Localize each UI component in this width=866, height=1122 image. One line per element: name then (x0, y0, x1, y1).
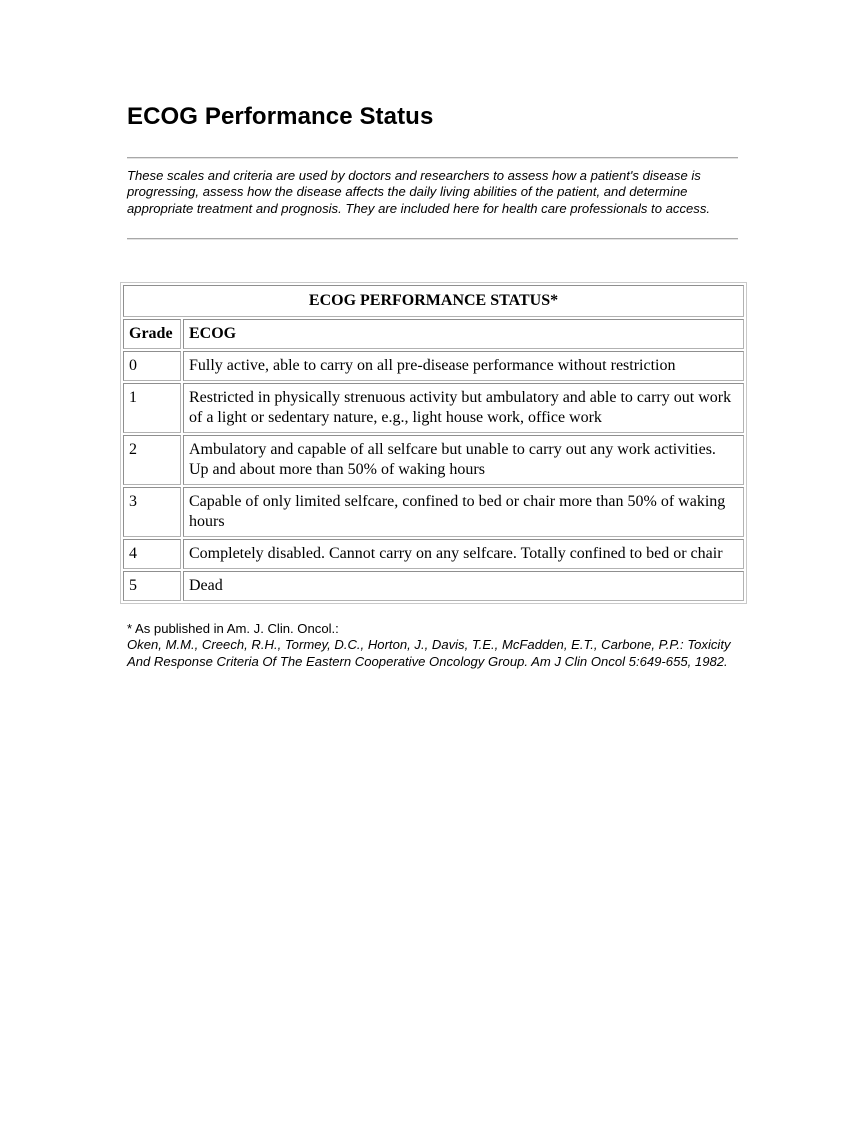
grade-cell: 4 (123, 539, 181, 569)
table-row (123, 351, 744, 381)
table-header-row (123, 319, 744, 349)
grade-cell: 3 (123, 487, 181, 537)
footnote-label: * As published in Am. J. Clin. Oncol.: (127, 621, 339, 636)
description-cell: Restricted in physically strenuous activity but ambulatory and able to carry out work of a light or sedentary nature, e.g., light house work, office work (183, 383, 744, 433)
ecog-column-header: ECOG (183, 319, 744, 349)
grade-cell: 0 (123, 351, 181, 381)
grade-column-header: Grade (123, 319, 181, 349)
table-row (123, 571, 744, 601)
description-cell: Fully active, able to carry on all pre-disease performance without restriction (183, 351, 744, 381)
page-title: ECOG Performance Status (127, 103, 434, 130)
grade-cell: 1 (123, 383, 181, 433)
table-caption-row (123, 285, 744, 317)
bottom-divider (127, 238, 738, 240)
intro-paragraph: These scales and criteria are used by doctors and researchers to assess how a patient's disease is progressing, assess how the disease affects the daily living abilities of the patient, and determine appropriate treatment and prognosis. They are included here for health care professionals to access. (127, 168, 711, 216)
ecog-performance-table (120, 282, 747, 604)
table-row (123, 487, 744, 537)
grade-cell: 2 (123, 435, 181, 485)
footnote (127, 621, 743, 670)
description-cell: Ambulatory and capable of all selfcare but unable to carry out any work activities. Up and about more than 50% of waking hours (183, 435, 744, 485)
description-cell: Capable of only limited selfcare, confined to bed or chair more than 50% of waking hours (183, 487, 744, 537)
table-row (123, 539, 744, 569)
footnote-citation: Oken, M.M., Creech, R.H., Tormey, D.C., Horton, J., Davis, T.E., McFadden, E.T., Carbone, P.P.: Toxicity And Response Criteria Of The Eastern Cooperative Oncology Group. Am J Clin Oncol 5:649-655, 1982. (127, 637, 731, 669)
table-row (123, 383, 744, 433)
description-cell: Completely disabled. Cannot carry on any selfcare. Totally confined to bed or chair (183, 539, 744, 569)
grade-cell: 5 (123, 571, 181, 601)
top-divider (127, 157, 738, 159)
table-row (123, 435, 744, 485)
description-cell: Dead (183, 571, 744, 601)
table-caption: ECOG PERFORMANCE STATUS* (123, 285, 744, 317)
